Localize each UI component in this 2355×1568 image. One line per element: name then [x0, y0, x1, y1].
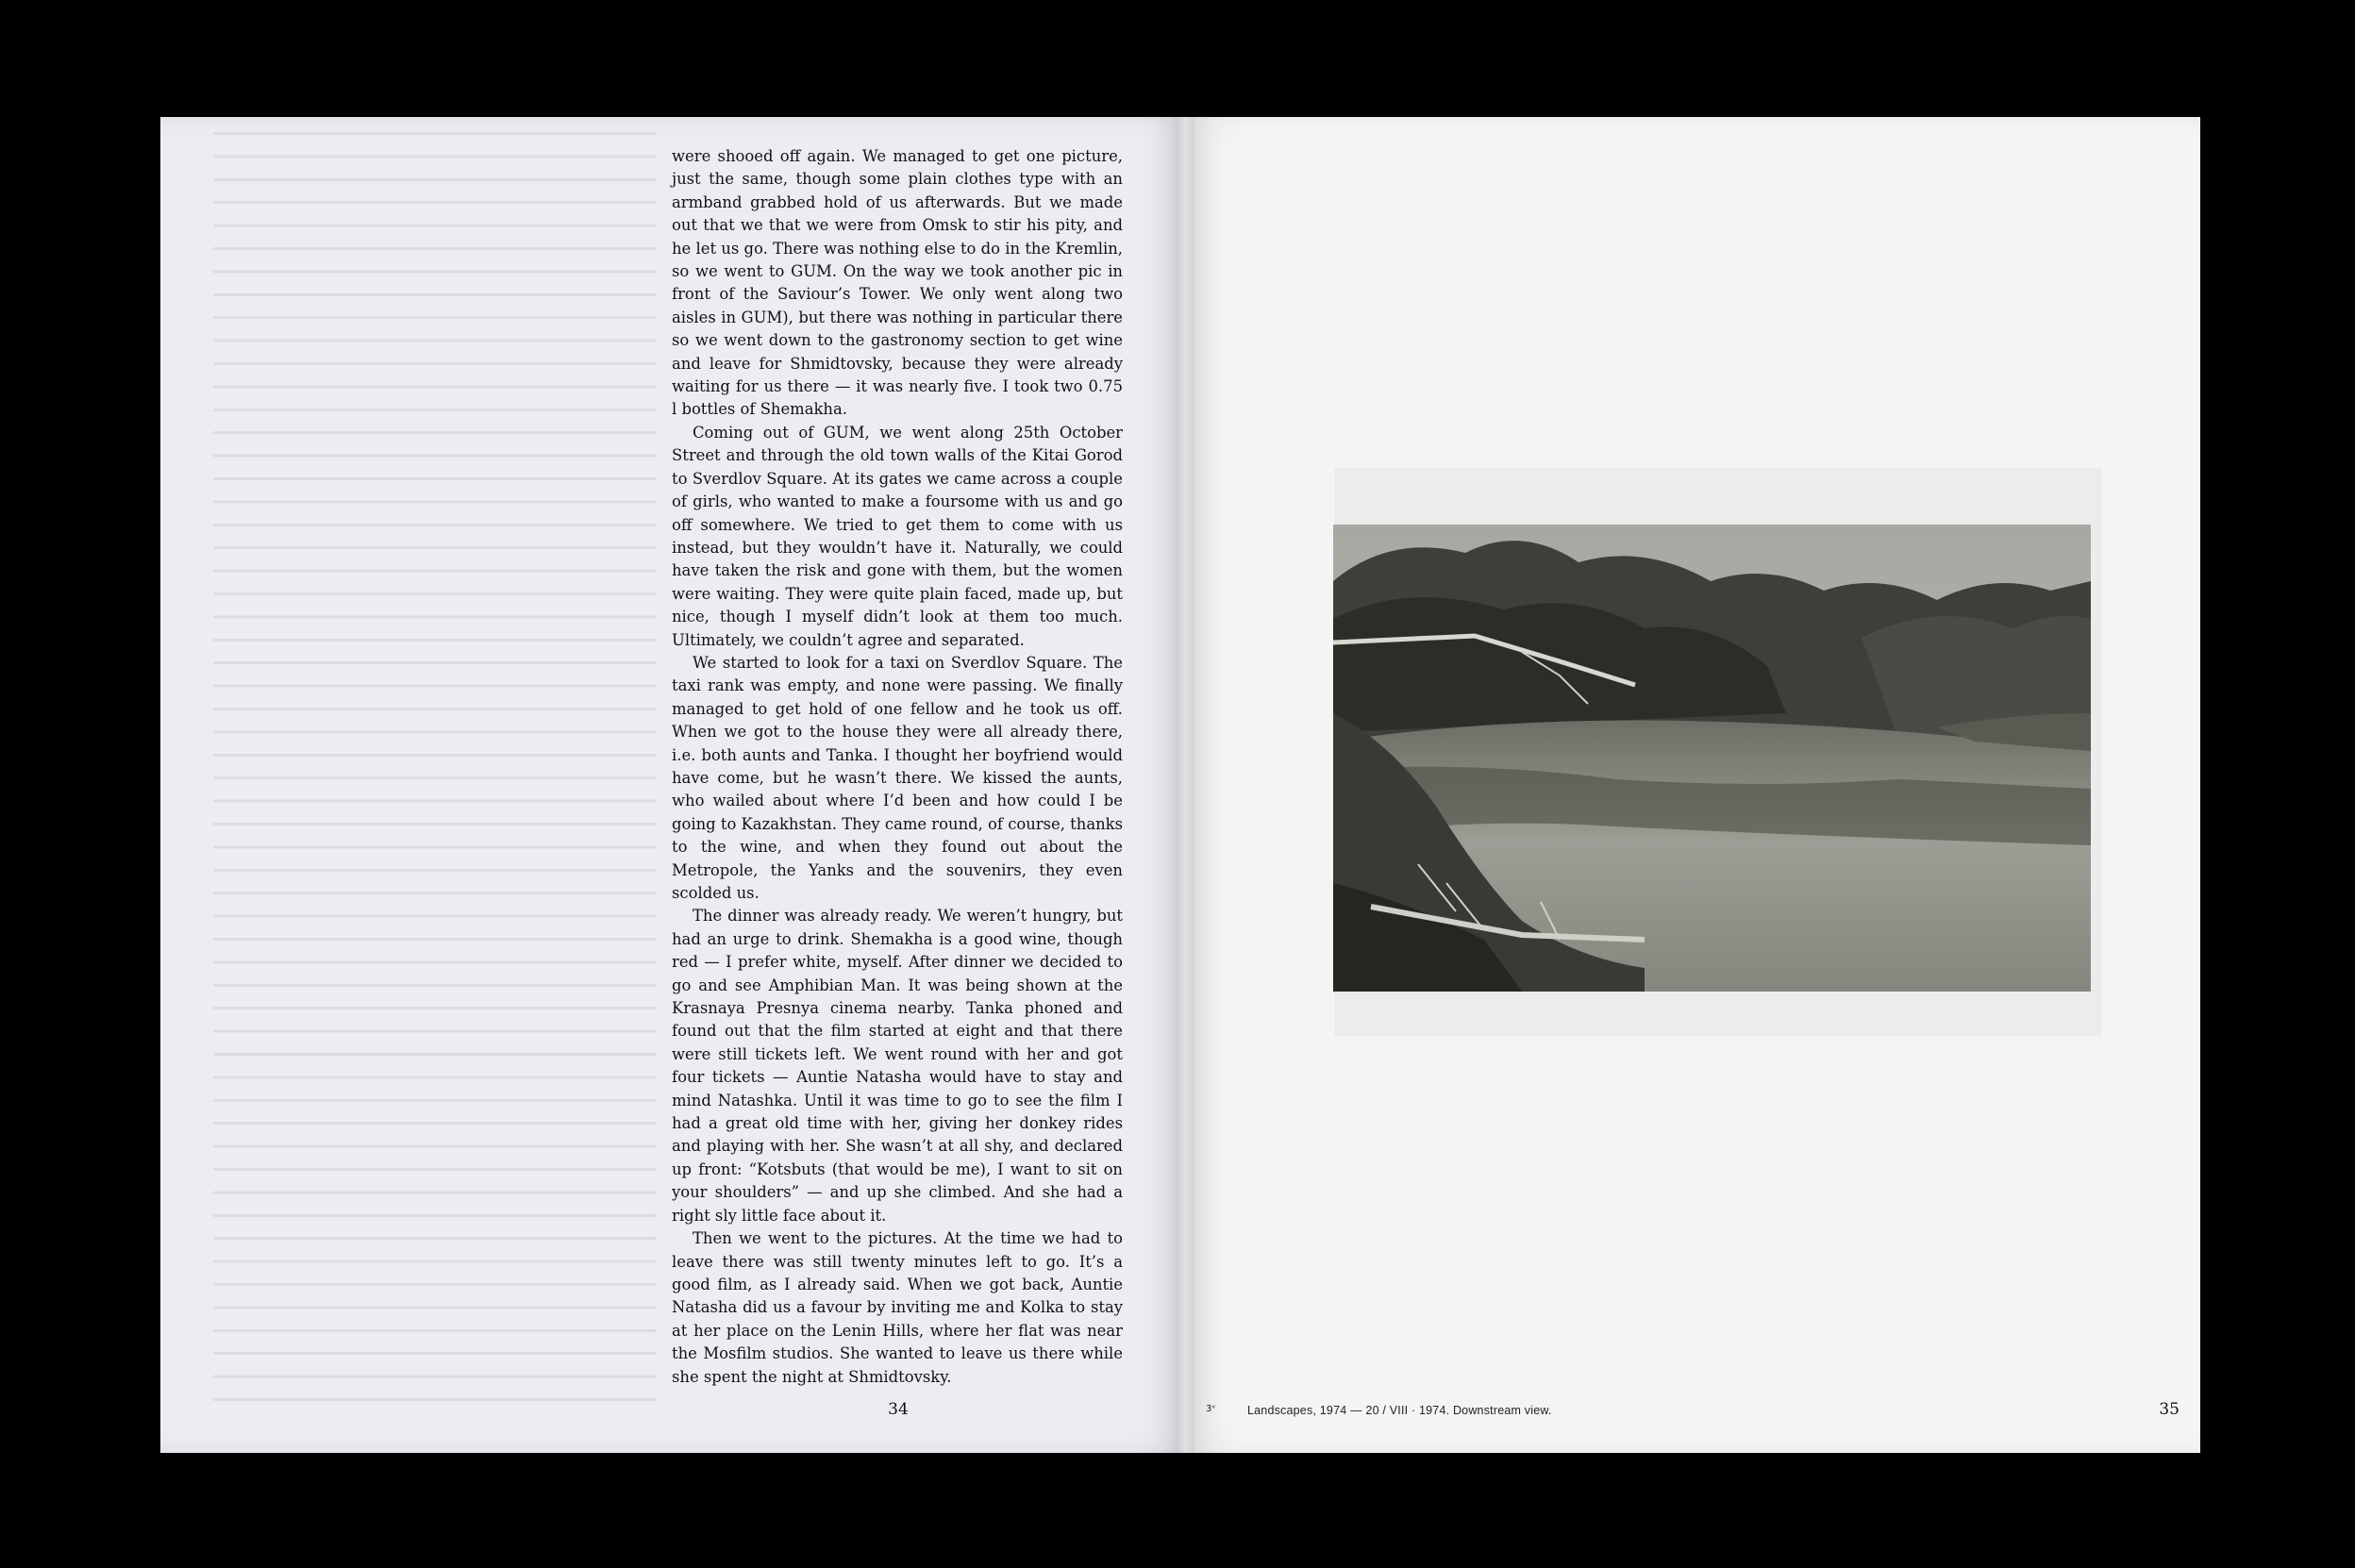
river-landscape-photo — [1333, 525, 2091, 992]
page-number-right: 35 — [2159, 1400, 2180, 1419]
body-text-column — [672, 145, 1123, 1389]
book-gutter — [1176, 117, 1194, 1453]
show-through-text — [213, 132, 657, 1406]
page-number-left: 34 — [888, 1400, 909, 1419]
caption-number: 3ᵛ — [1206, 1404, 1216, 1414]
paragraph: were shooed off again. We managed to get one picture, just the same, though some plain clothes type with an armband grabbed hold of us afterwards. But we made out that we that we were from Omsk to stir his pity, and he let us go. There was nothing else to do in the Kremlin, so we went to GUM. On the way we took another pic in front of the Saviour’s Tower. We only went along two aisles in GUM), but there was nothing in particular there so we went down to the gastronomy section to get wine and leave for Shmidtovsky, because they were already waiting for us there — it was nearly five. I took two 0.75 l bottles of Shemakha. — [672, 147, 1123, 419]
photo-caption: Landscapes, 1974 — 20 / VIII · 1974. Downstream view. — [1247, 1404, 1552, 1417]
paragraph: We started to look for a taxi on Sverdlov Square. The taxi rank was empty, and none were passing. We finally managed to get hold of one fellow and he took us off. When we got to the house they were all already there, i.e. both aunts and Tanka. I thought her boyfriend would have come, but he wasn’t there. We kissed the aunts, who wailed about where I’d been and how could I be going to Kazakhstan. They came round, of course, thanks to the wine, and when they found out about the Metropole, the Yanks and the souvenirs, they even scolded us. — [672, 653, 1123, 902]
paragraph: The dinner was already ready. We weren’t hungry, but had an urge to drink. Shemakha is a good wine, though red — I prefer white, myself. After dinner we decided to go and see Amphibian Man. It was being shown at the Krasnaya Presnya cinema nearby. Tanka phoned and found out that the film started at eight and that there were still tickets left. We went round with her and got four tickets — Auntie Natasha would have to stay and mind Natashka. Until it was time to go to see the film I had a great old time with her, giving her donkey rides and playing with her. She wasn’t at all shy, and declared up front: “Kotsbuts (that would be me), I want to sit on your shoulders” — and up she climbed. And she had a right sly little face about it. — [672, 907, 1123, 1225]
paragraph: Then we went to the pictures. At the time we had to leave there was still twenty minutes left to go. It’s a good film, as I already said. When we got back, Auntie Natasha did us a favour by inviting me and Kolka to stay at her place on the Lenin Hills, where her flat was near the Mosfilm studios. She wanted to leave us there while she spent the night at Shmidtovsky. — [672, 1229, 1123, 1386]
paragraph: Coming out of GUM, we went along 25th October Street and through the old town walls of the Kitai Gorod to Sverdlov Square. At its gates we came across a couple of girls, who wanted to make a foursome with us and go off somewhere. We tried to get them to come with us instead, but they wouldn’t have it. Naturally, we could have taken the risk and gone with them, but the women were waiting. They were quite plain faced, made up, but nice, though I myself didn’t look at them too much. Ultimately, we couldn’t agree and separated. — [672, 423, 1123, 649]
